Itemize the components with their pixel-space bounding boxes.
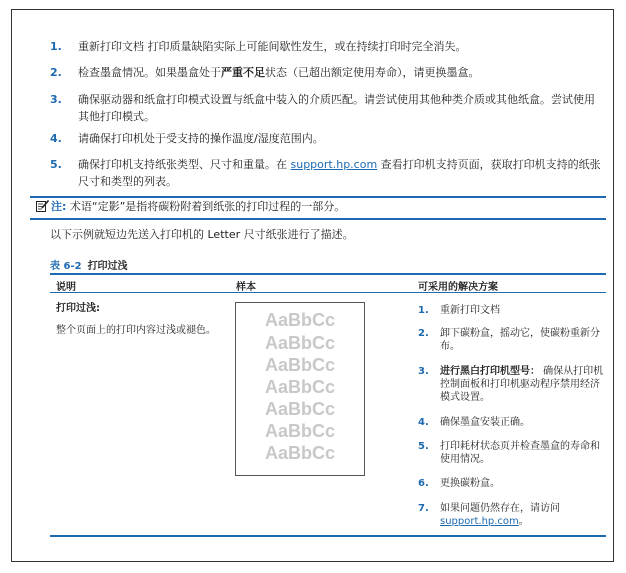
solution-text-pre: 如果问题仍然存在，请访问 bbox=[440, 503, 560, 514]
sample-line: AaBbCc bbox=[264, 310, 335, 330]
step-number: 3. bbox=[50, 93, 62, 106]
step-text-pre: 检查墨盒情况。如果墨盒处于 bbox=[78, 66, 221, 79]
solution-number: 6. bbox=[418, 478, 429, 489]
table-caption-title: 打印过浅 bbox=[87, 261, 128, 272]
table-header-description: 说明 bbox=[56, 282, 76, 293]
table-caption-number: 表 6-2 bbox=[50, 261, 82, 272]
sample-line: AaBbCc bbox=[264, 443, 335, 463]
table-caption bbox=[50, 257, 128, 272]
table-header-solutions: 可采用的解决方案 bbox=[418, 282, 498, 293]
solution-text: 打印耗材状态页并检查墨盒的寿命和使用情况。 bbox=[440, 441, 600, 465]
table-header-sample: 样本 bbox=[236, 282, 256, 293]
table-header-top-rule bbox=[50, 273, 606, 275]
note-text: 术语“定影”是指将碳粉附着到纸张的打印过程的一部分。 bbox=[69, 200, 346, 213]
print-sample-image bbox=[235, 302, 365, 476]
note-label: 注: bbox=[51, 200, 67, 213]
sample-line: AaBbCc bbox=[264, 421, 335, 441]
table-header-bottom-rule bbox=[50, 292, 606, 293]
solution-text-post: 。 bbox=[518, 516, 529, 527]
step-text bbox=[78, 64, 605, 81]
solution-number: 2. bbox=[418, 328, 429, 339]
solution-text: 更换碳粉盒。 bbox=[440, 478, 500, 489]
sample-line: AaBbCc bbox=[264, 377, 335, 397]
support-link[interactable]: support.hp.com bbox=[290, 158, 378, 171]
step-text: 请确保打印机处于受支持的操作温度/湿度范围内。 bbox=[78, 132, 324, 145]
note-divider-bottom bbox=[30, 218, 606, 220]
solution-text: 卸下碳粉盒，摇动它，使碳粉重新分布。 bbox=[440, 328, 600, 352]
solution-text-post: 确保从打印机控制面板和打印机驱动程序禁用经济模式设置。 bbox=[440, 366, 604, 403]
step-number: 2. bbox=[50, 66, 62, 79]
table-bottom-rule bbox=[50, 535, 606, 537]
solution-text-bold: 进行黑白打印机型号： bbox=[440, 366, 540, 377]
solution-number: 7. bbox=[418, 503, 429, 514]
sample-line: AaBbCc bbox=[264, 399, 335, 419]
solution-number: 5. bbox=[418, 441, 429, 452]
step-text-pre: 确保打印机支持纸张类型、尺寸和重量。在 bbox=[78, 158, 291, 171]
sample-line: AaBbCc bbox=[264, 355, 335, 375]
solution-text bbox=[440, 502, 608, 528]
step-text-post: 状态（已超出额定使用寿命），请更换墨盒。 bbox=[265, 66, 480, 79]
note bbox=[36, 200, 345, 214]
note-pencil-icon bbox=[36, 200, 49, 212]
solution-text: 重新打印文档 bbox=[440, 305, 500, 316]
solution-text: 确保墨盒安装正确。 bbox=[440, 417, 530, 428]
solution-number: 4. bbox=[418, 417, 429, 428]
step-text: 确保驱动器和纸盒打印模式设置与纸盒中装入的介质匹配。请尝试使用其他种类介质或其他纸盒。尝试使用其他打印模式。 bbox=[78, 93, 595, 123]
step-text-post: 查看打印机支持页面，获取打印机支持的纸张尺寸和类型的列表。 bbox=[78, 158, 601, 188]
step-text: 重新打印文档 打印质量缺陷实际上可能间歇性发生，或在持续打印时完全消失。 bbox=[78, 40, 467, 53]
intro-text: 以下示例就短边先送入打印机的 Letter 尺寸纸张进行了描述。 bbox=[50, 228, 354, 241]
step-number: 4. bbox=[50, 132, 62, 145]
solution-number: 1. bbox=[418, 305, 429, 316]
step-number: 1. bbox=[50, 40, 62, 53]
solution-text bbox=[440, 365, 608, 404]
support-link[interactable]: support.hp.com bbox=[440, 516, 519, 527]
step-number: 5. bbox=[50, 158, 62, 171]
description-text: 整个页面上的打印内容过浅或褪色。 bbox=[56, 325, 216, 336]
solution-number: 3. bbox=[418, 366, 429, 377]
step-text bbox=[78, 156, 605, 190]
note-divider-top bbox=[30, 196, 606, 198]
step-text-bold: 严重不足 bbox=[221, 66, 265, 79]
sample-line: AaBbCc bbox=[264, 333, 335, 353]
description-title: 打印过浅: bbox=[56, 303, 100, 314]
